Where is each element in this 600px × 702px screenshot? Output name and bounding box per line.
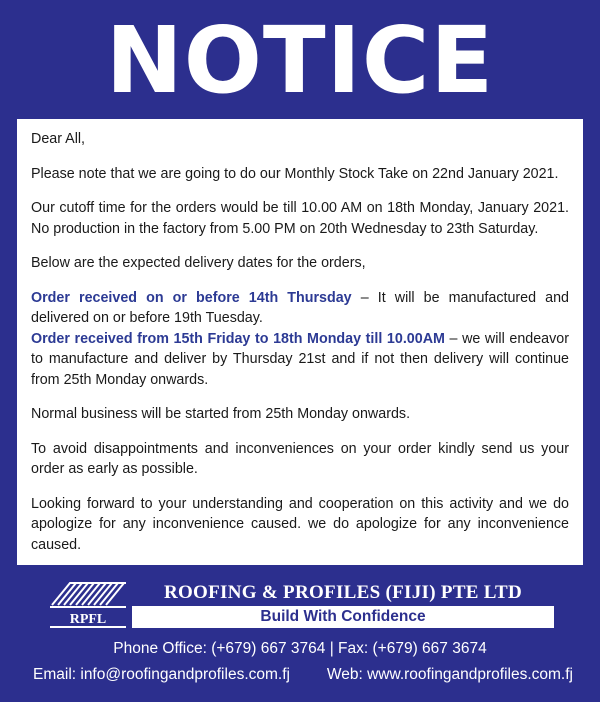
rpfl-logo <box>46 579 130 635</box>
order-rule-2-text: – we will endeavor to manufacture and deliver by Thursday 21st and if not then delivery will continue from 25th Monday onwards. <box>31 330 569 388</box>
order-rule-2-label: Order received from 15th Friday to 18th Monday till 10.00AM <box>31 330 445 347</box>
cutoff-paragraph: Our cutoff time for the orders would be till 10.00 AM on 18th Monday, January 2021. No production in the factory from 5.00 PM on 20th Wednesday to 23th Saturday. <box>31 200 569 237</box>
logo-text: RPFL <box>69 612 107 627</box>
company-name: ROOFING & PROFILES (FIJI) PTE LTD <box>163 582 523 603</box>
contact-phone: Phone Office: (+679) 667 3764 | Fax: (+679) 667 3674 <box>113 640 487 657</box>
company-banner <box>0 575 600 635</box>
early-order-paragraph: To avoid disappointments and inconveniences on your order kindly send us your order as early as possible. <box>31 440 569 477</box>
order-rule-1 <box>31 288 569 329</box>
notice-body <box>17 119 583 565</box>
delivery-intro: Below are the expected delivery dates for the orders, <box>31 255 366 271</box>
contact-website[interactable]: Web: www.roofingandprofiles.com.fj <box>326 666 573 683</box>
notice-heading: NOTICE <box>105 7 495 114</box>
order-rule-1-text: – It will be manufactured and delivered on or before 19th Tuesday. <box>31 289 570 326</box>
contact-email[interactable]: Email: info@roofingandprofiles.com.fj <box>33 666 290 683</box>
greeting: Dear All, <box>31 131 86 147</box>
normal-business-paragraph: Normal business will be started from 25th Monday onwards. <box>31 406 411 422</box>
order-rule-1-label: Order received on or before 14th Thursday <box>31 289 352 306</box>
order-rule-2 <box>31 329 569 391</box>
stocktake-paragraph: Please note that we are going to do our Monthly Stock Take on 22nd January 2021. <box>31 165 559 182</box>
company-tagline: Build With Confidence <box>132 606 554 628</box>
apology-paragraph: Looking forward to your understanding and cooperation on this activity and we do apologize for any inconvenience caused. we do apologize for any inconvenience caused. <box>31 495 569 553</box>
